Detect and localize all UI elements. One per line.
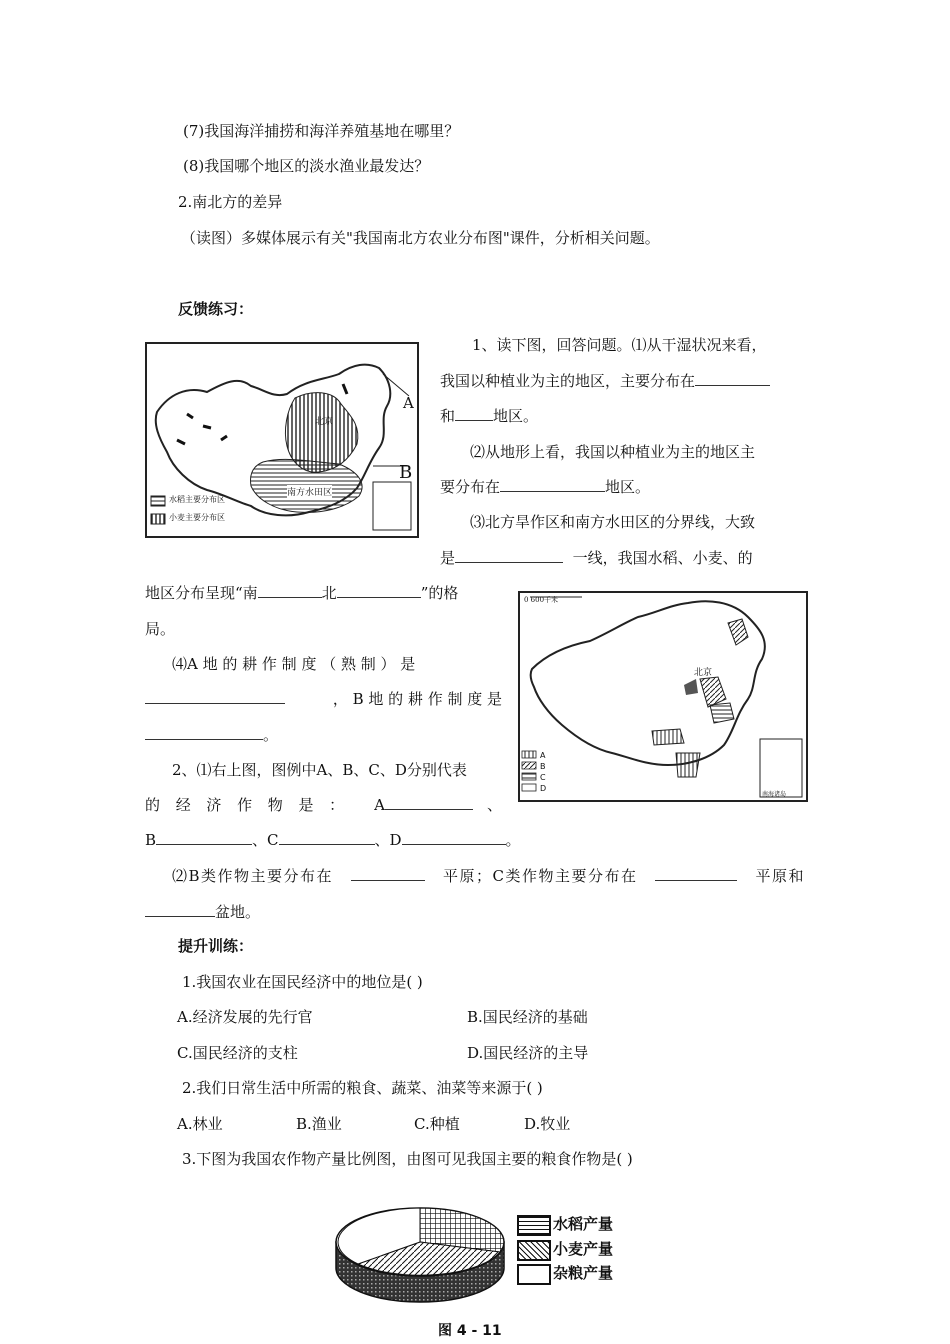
- pie-legend-wheat-swatch: [517, 1240, 551, 1261]
- q1-part-2b: 要分布在 地区。: [440, 478, 651, 496]
- reading-instruction: （读图）多媒体展示有关"我国南北方农业分布图"课件，分析相关问题。: [181, 229, 660, 247]
- crop-pie-chart: [330, 1198, 510, 1310]
- map-2-inset-label: 南海诸岛: [762, 791, 787, 798]
- pie-legend-rice-swatch: [517, 1215, 551, 1236]
- section-2-title: 2.南北方的差异: [178, 193, 283, 211]
- q2-part-2: ⑵B类作物主要分布在 平原；C类作物主要分布在 平原和: [172, 867, 805, 885]
- q1-part-3a: ⑶北方旱作区和南方水田区的分界线，大致: [470, 513, 756, 531]
- q1-part-4b: ， B 地 的 耕 作 制 度 是: [145, 688, 502, 709]
- pie-legend-rice: 水稻产量: [553, 1215, 614, 1233]
- q2-line-3: B 、C 、D 。: [145, 831, 521, 849]
- practice-q1-option-c: C.国民经济的支柱: [177, 1044, 298, 1062]
- map-2-legend-b: B: [540, 762, 546, 771]
- pie-legend-grain: 杂粮产量: [553, 1264, 614, 1282]
- q2-line-2: 的 经 济 作 物 是 ： A 、: [145, 796, 502, 814]
- feedback-heading: 反馈练习：: [178, 300, 254, 318]
- practice-q2-option-b: B.渔业: [296, 1115, 342, 1133]
- question-8: (8)我国哪个地区的淡水渔业最发达？: [183, 157, 430, 175]
- practice-q2-option-d: D.牧业: [524, 1115, 571, 1133]
- practice-q1: 1.我国农业在国民经济中的地位是( ): [182, 973, 423, 991]
- q1-part-4a: ⑷A 地 的 耕 作 制 度 （ 熟 制 ） 是: [172, 655, 416, 673]
- practice-q2-option-a: A.林业: [177, 1115, 223, 1133]
- map-2-legend-d: D: [540, 784, 547, 793]
- map-1-south-area: 南方水田区: [287, 485, 332, 498]
- q1-part-3b: 是 一线，我国水稻、小麦、的: [440, 549, 753, 567]
- q2-part-2-end: 盆地。: [145, 901, 260, 922]
- practice-q2: 2.我们日常生活中所需的粮食、蔬菜、油菜等来源于( ): [182, 1079, 543, 1097]
- practice-q1-option-d: D.国民经济的主导: [467, 1044, 589, 1062]
- pie-legend-grain-swatch: [517, 1264, 551, 1285]
- map-2-scale: 0 600千米: [524, 596, 559, 604]
- map-2-legend-a: A: [540, 751, 546, 760]
- map-2-legend-c: C: [540, 773, 546, 782]
- pie-legend-wheat: 小麦产量: [553, 1240, 614, 1258]
- map-1-label-a: A: [403, 394, 414, 412]
- figure-caption: 图 4 - 11: [438, 1323, 502, 1339]
- practice-heading: 提升训练：: [178, 937, 254, 955]
- map-1-legend-rice: 水稻主要分布区: [169, 495, 225, 504]
- map-1-legend-wheat: 小麦主要分布区: [169, 513, 225, 522]
- map-2-graphic: [520, 593, 806, 800]
- map-1-label-b: B: [399, 462, 413, 483]
- practice-q3: 3.下图为我国农作物产量比例图，由图可见我国主要的粮食作物是( ): [182, 1150, 633, 1168]
- q2-intro: 2、⑴右上图，图例中A、B、C、D分别代表: [172, 761, 467, 779]
- q1-line-3: 和 地区。: [440, 407, 539, 425]
- q1-intro: 1、读下图，回答问题。⑴从干湿状况来看，: [472, 336, 767, 354]
- practice-q2-option-c: C.种植: [414, 1115, 460, 1133]
- map-2-beijing: 北京: [694, 668, 713, 678]
- agriculture-map-1: [145, 342, 419, 538]
- q1-part-3c: 地区分布呈现“南 北 ”的格: [145, 584, 459, 602]
- map-1-beijing: 北京: [315, 417, 334, 427]
- map-1-graphic: [147, 344, 417, 536]
- q1-line-2: 我国以种植业为主的地区，主要分布在: [440, 370, 770, 391]
- q1-part-2a: ⑵从地形上看，我国以种植业为主的地区主: [470, 443, 756, 461]
- practice-q1-option-b: B.国民经济的基础: [467, 1008, 588, 1026]
- q1-part-3d: 局。: [145, 620, 176, 638]
- q1-part-4c: 。: [145, 724, 278, 745]
- practice-q1-option-a: A.经济发展的先行官: [177, 1008, 313, 1026]
- agriculture-map-2: [518, 591, 808, 802]
- question-7: (7)我国海洋捕捞和海洋养殖基地在哪里？: [183, 122, 460, 140]
